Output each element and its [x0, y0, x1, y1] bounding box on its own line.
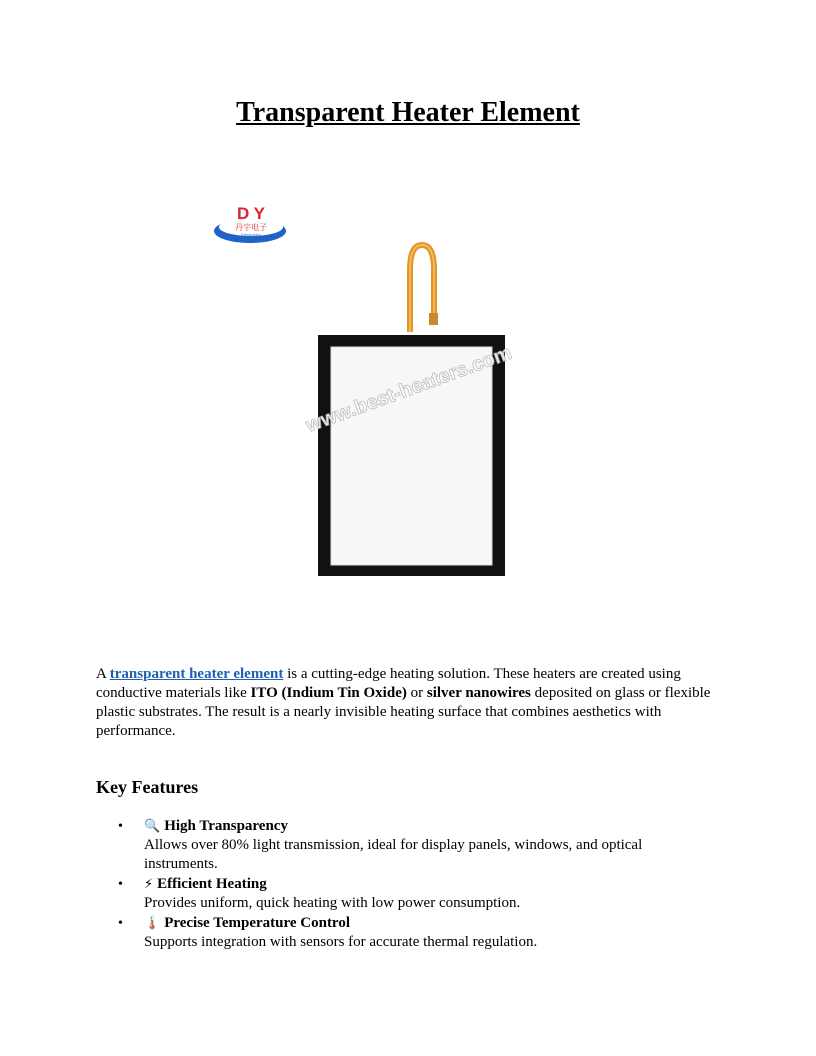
- flex-cable: [410, 245, 438, 332]
- thermometer-icon: 🌡️: [144, 916, 161, 931]
- intro-paragraph: A transparent heater element is a cutting-edge heating solution. These heaters are created using conductive materials like ITO (Indium Tin Oxide) or silver nanowires deposited on glass or flexible plastic substrates. The result is a nearly invisible heating surface that combines aesthetics with performance.: [96, 666, 711, 739]
- feature-title: High Transparency: [164, 818, 288, 834]
- feature-title: Precise Temperature Control: [164, 915, 350, 931]
- logo-subtitle: Electronics: [241, 232, 261, 237]
- bullet-icon: •: [118, 916, 123, 931]
- bullet-icon: •: [118, 877, 123, 892]
- watermark: www.best-heaters.com: [303, 341, 515, 437]
- transparent-heater-link[interactable]: transparent heater element: [109, 666, 284, 682]
- feature-description: Provides uniform, quick heating with low power consumption.: [144, 895, 521, 911]
- feature-description: Allows over 80% light transmission, ideal for display panels, windows, and optical instruments.: [144, 837, 643, 872]
- logo-letters: D Y: [236, 204, 266, 223]
- product-image: [205, 195, 555, 585]
- list-item: [96, 875, 716, 913]
- company-logo: [214, 204, 286, 243]
- page-title: Transparent Heater Element: [236, 97, 580, 128]
- magnifier-icon: 🔍: [144, 819, 161, 834]
- logo-chinese: 丹宇电子: [235, 223, 267, 232]
- key-features-heading: Key Features: [96, 777, 199, 797]
- bullet-icon: •: [118, 819, 123, 834]
- list-item: [96, 817, 716, 874]
- lightning-icon: ⚡: [144, 877, 154, 892]
- feature-title: Efficient Heating: [157, 876, 267, 892]
- feature-description: Supports integration with sensors for accurate thermal regulation.: [144, 934, 538, 950]
- key-features-list: [96, 817, 716, 953]
- list-item: [96, 914, 716, 952]
